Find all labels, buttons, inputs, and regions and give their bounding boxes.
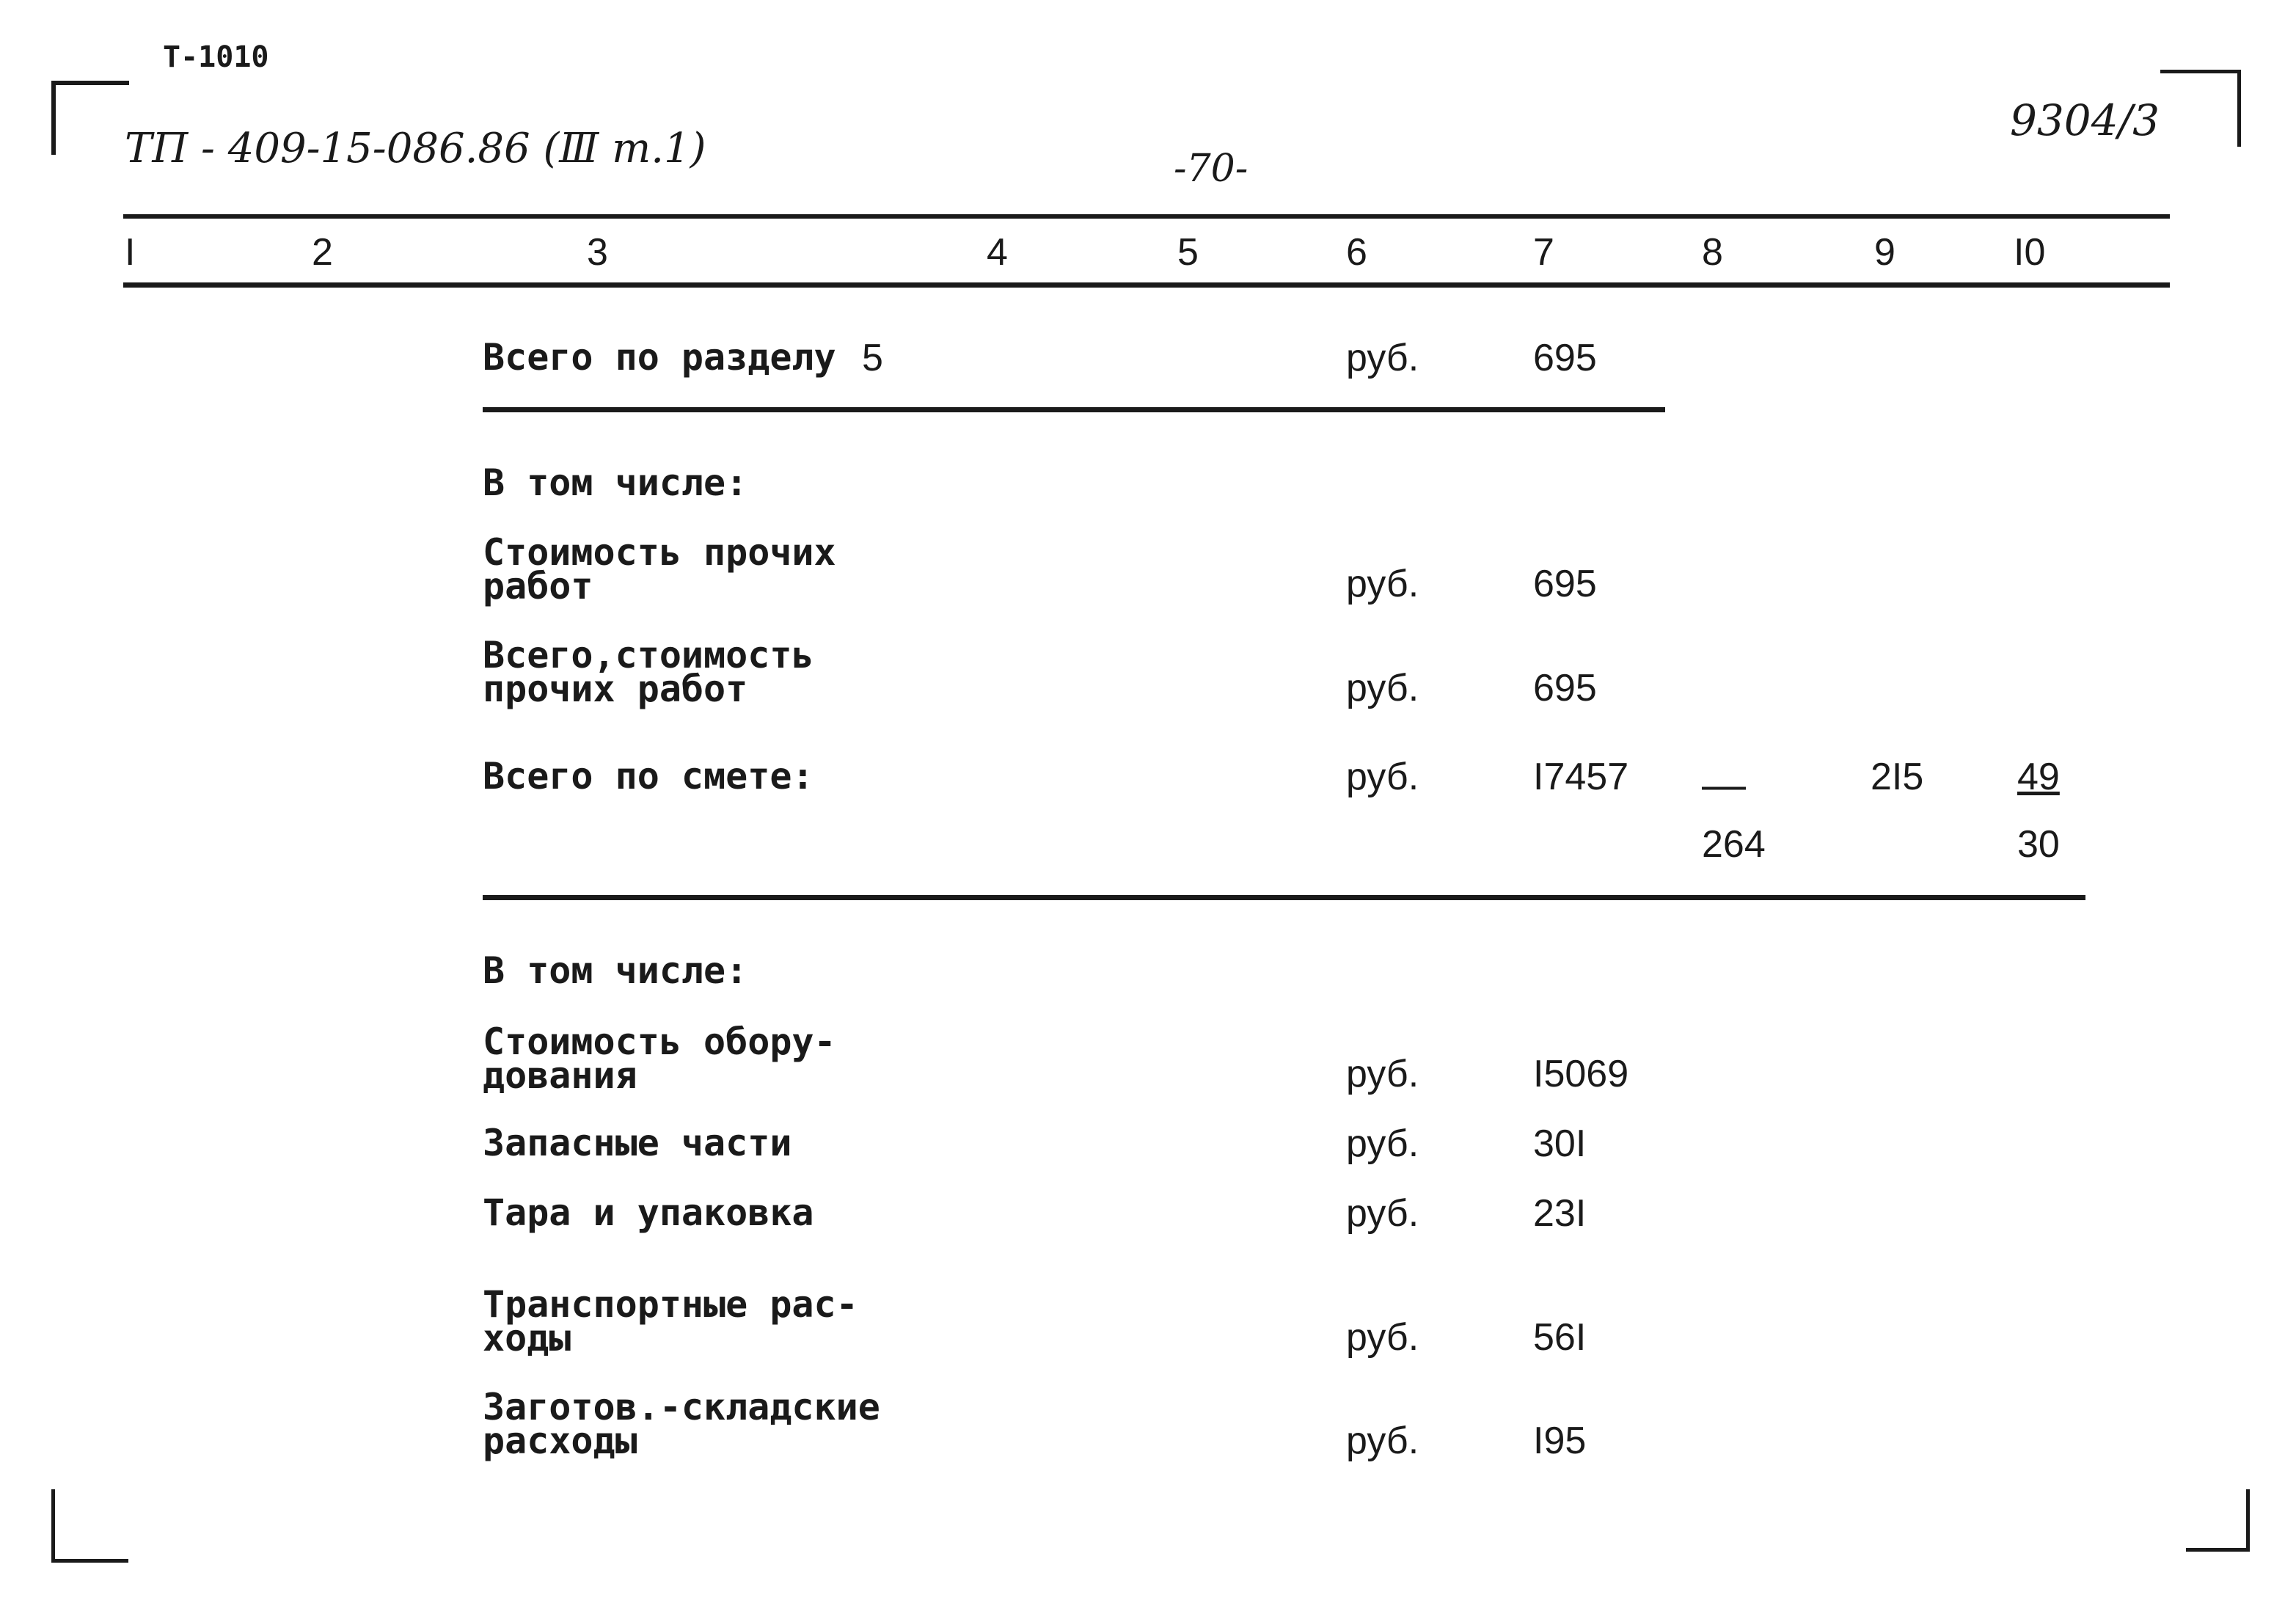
unit: руб. bbox=[1346, 1192, 1419, 1235]
including-label: В том числе: bbox=[483, 461, 748, 504]
column-8-value: 264 bbox=[1702, 823, 1766, 866]
row-label-line: дования bbox=[483, 1054, 637, 1097]
unit: руб. bbox=[1346, 1316, 1419, 1359]
column-header: 2 bbox=[312, 231, 333, 274]
value: 695 bbox=[1533, 667, 1597, 709]
frame-corner-bottom-right bbox=[2186, 1489, 2250, 1552]
row-label-line: Заготов.-складские bbox=[483, 1386, 880, 1428]
column-header: 9 bbox=[1874, 231, 1895, 274]
row-label-line: ходы bbox=[483, 1317, 571, 1359]
unit: руб. bbox=[1346, 1122, 1419, 1165]
column-header: 7 bbox=[1533, 231, 1554, 274]
column-header: 8 bbox=[1702, 231, 1723, 274]
header-rule-top bbox=[123, 214, 2170, 219]
value: 695 bbox=[1533, 563, 1597, 605]
frame-corner-top-left bbox=[51, 81, 129, 155]
row-label: Запасные части bbox=[483, 1122, 792, 1164]
unit: руб. bbox=[1346, 667, 1419, 709]
row-label bbox=[483, 1283, 858, 1359]
estimate-total-label: Всего по смете: bbox=[483, 755, 814, 797]
column-header: 3 bbox=[587, 231, 608, 274]
column-header: I bbox=[125, 231, 136, 274]
section-total-rule bbox=[483, 407, 1665, 412]
series-code: Т-1010 bbox=[163, 40, 269, 74]
unit: руб. bbox=[1346, 1053, 1419, 1095]
row-label-line: Стоимость прочих bbox=[483, 531, 836, 574]
row-label bbox=[483, 634, 814, 710]
section-total-label: Всего по разделу bbox=[483, 336, 836, 379]
value: I7457 bbox=[1533, 756, 1629, 798]
column-9-value: 2I5 bbox=[1871, 756, 1924, 798]
section-number: 5 bbox=[862, 337, 883, 379]
row-label-line: Стоимость обору- bbox=[483, 1020, 836, 1063]
unit: руб. bbox=[1346, 756, 1419, 798]
including-label: В том числе: bbox=[483, 949, 748, 992]
row-label-line: расходы bbox=[483, 1420, 637, 1462]
column-header: I0 bbox=[2014, 231, 2046, 274]
header-rule-bottom bbox=[123, 282, 2170, 288]
value: 30I bbox=[1533, 1122, 1587, 1165]
row-label bbox=[483, 531, 836, 607]
value: 695 bbox=[1533, 337, 1597, 379]
column-10-value-bottom: 30 bbox=[2017, 823, 2060, 866]
row-label bbox=[483, 1386, 880, 1462]
unit: руб. bbox=[1346, 337, 1419, 379]
value: 23I bbox=[1533, 1192, 1587, 1235]
value: 56I bbox=[1533, 1316, 1587, 1359]
column-8-dash: — bbox=[1702, 760, 1746, 809]
column-header: 5 bbox=[1177, 231, 1199, 274]
unit: руб. bbox=[1346, 1420, 1419, 1462]
row-label-line: Транспортные рас- bbox=[483, 1283, 858, 1326]
row-label-line: прочих работ bbox=[483, 668, 748, 710]
row-label: Тара и упаковка bbox=[483, 1191, 814, 1234]
page-number: -70- bbox=[1174, 147, 1248, 191]
frame-corner-bottom-left bbox=[51, 1489, 128, 1563]
row-label-line: работ bbox=[483, 565, 593, 607]
sheet-number: 9304/3 bbox=[2010, 95, 2160, 145]
value: I5069 bbox=[1533, 1053, 1629, 1095]
column-header: 6 bbox=[1346, 231, 1367, 274]
row-label-line: Всего,стоимость bbox=[483, 634, 814, 676]
column-header: 4 bbox=[987, 231, 1008, 274]
column-10-value-top: 49 bbox=[2017, 756, 2060, 798]
value: I95 bbox=[1533, 1420, 1587, 1462]
frame-corner-top-right bbox=[2160, 70, 2241, 147]
row-label bbox=[483, 1020, 836, 1097]
project-code: ТП - 409-15-086.86 (Ⅲ т.1) bbox=[125, 125, 706, 172]
estimate-total-rule bbox=[483, 895, 2085, 900]
unit: руб. bbox=[1346, 563, 1419, 605]
